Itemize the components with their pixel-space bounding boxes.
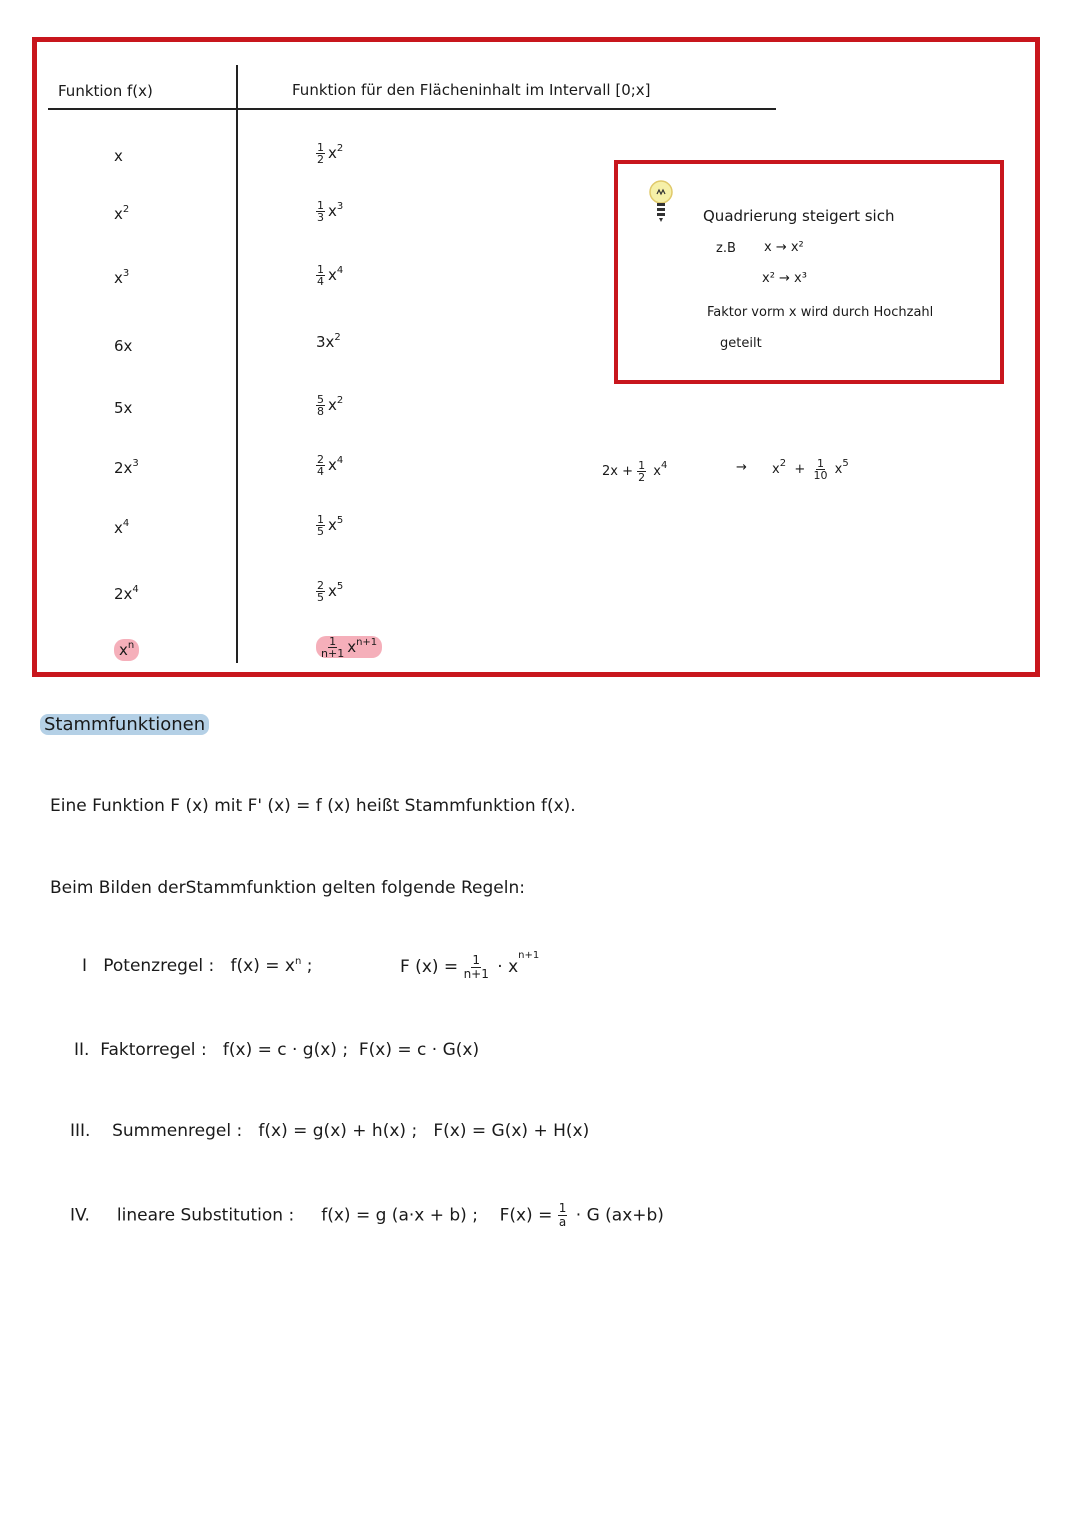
header-underline-right [238, 108, 776, 110]
rule-power: I Potenzregel : $f(x) = x^n$ ; [82, 956, 313, 976]
rules-intro: Beim Bilden derStammfunktion gelten folgende Regeln: [50, 878, 525, 898]
rule-linear-substitution: IV. lineare Substitution : f(x) = g (a·x + b) ; F(x) = $\frac{1}{a}$ · G (ax+b) [70, 1201, 664, 1229]
rule-factor: II. Faktorregel : f(x) = c · g(x) ; F(x) = c · G(x) [74, 1040, 480, 1060]
row-F-expression: $\frac{1}{2}$ $x^2$ [317, 141, 344, 166]
note-title: Quadrierung steigert sich [703, 207, 895, 225]
row-F-expression: $\frac{1}{3}$ $x^3$ [317, 199, 344, 224]
row-F-expression: $\frac{2}{5}$ $x^5$ [317, 579, 344, 604]
note-box [614, 160, 1004, 384]
note-text1: Faktor vorm x wird durch Hochzahl [707, 305, 934, 320]
arrow-icon: → [736, 460, 747, 475]
note-eg: z.B [716, 241, 736, 256]
table-header-right: Funktion für den Flächeninhalt im Intervall [0;x] [292, 81, 651, 99]
rule-sum: III. Summenregel : f(x) = g(x) + h(x) ; F(x) = G(x) + H(x) [70, 1121, 590, 1141]
row-f-expression: $x^n$ [114, 640, 139, 659]
row-F-expression: $\frac{1}{5}$ $x^5$ [317, 513, 344, 538]
row-F-expression: $\frac{5}{8}$ $x^2$ [317, 393, 344, 418]
table-header-left: Funktion f(x) [58, 82, 153, 100]
row-f-expression: $x^3$ [114, 268, 130, 287]
row-f-expression: $2x^3$ [114, 458, 139, 477]
rule-power-result: F (x) = $\frac{1}{n+1}$ · $x^{n+1}$ [400, 950, 540, 981]
section-heading: Stammfunktionen [40, 714, 209, 735]
definition: Eine Funktion F (x) mit F' (x) = f (x) heißt Stammfunktion f(x). [50, 796, 576, 816]
row-f-expression: $x^4$ [114, 518, 130, 537]
row-f-expression: 5x [114, 399, 133, 417]
row-f-expression: $x^2$ [114, 204, 130, 223]
side-example-left: 2x + $\frac{1}{2}$ $x^4$ [602, 459, 668, 484]
note-text2: geteilt [720, 336, 762, 351]
table-divider [236, 65, 238, 663]
row-f-expression: 6x [114, 337, 133, 355]
row-f-expression: x [114, 147, 123, 165]
row-F-expression: $\frac{1}{4}$ $x^4$ [317, 263, 344, 288]
side-example-right: $x^2$ + $\frac{1}{10}$ $x^5$ [772, 457, 849, 482]
row-F-expression: $\frac{2}{4}$ $x^4$ [317, 453, 344, 478]
row-F-expression: $\frac{1}{n+1}$ $x^{n+1}$ [316, 636, 382, 659]
note-line2: x² → x³ [762, 271, 807, 286]
header-underline-left [48, 108, 236, 110]
note-line1: x → x² [764, 240, 804, 255]
row-f-expression: $2x^4$ [114, 584, 139, 603]
row-F-expression: $3x^2$ [316, 332, 341, 351]
